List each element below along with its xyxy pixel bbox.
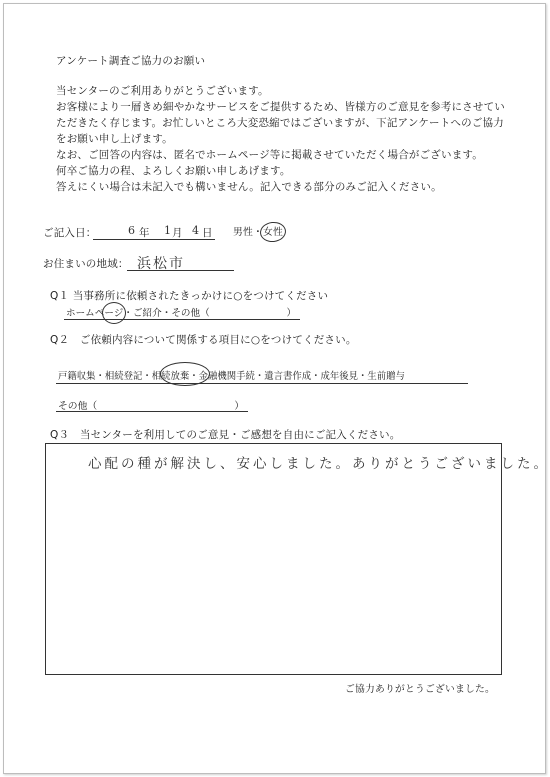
q2-other-underline bbox=[56, 411, 248, 412]
q3-answer-text: 心配の種が解決し、安心しました。ありがとうございました。 bbox=[88, 456, 550, 472]
q1-underline bbox=[64, 319, 300, 320]
q3-answer-box[interactable] bbox=[45, 443, 502, 675]
entry-year-value[interactable]: 6 bbox=[128, 224, 135, 237]
residence-label: お住まいの地域： bbox=[43, 258, 129, 270]
survey-title: アンケート調査ご協力のお願い bbox=[56, 55, 206, 67]
intro-line: なお、ご回答の内容は、匿名でホームページ等に掲載させていただく場合がございます。 bbox=[56, 149, 483, 161]
q1-question: Q１ 当事務所に依頼されたきっかけに○をつけてください bbox=[50, 290, 329, 302]
entry-day-unit: 日 bbox=[202, 227, 213, 239]
q3-question: Q３ 当センターを利用してのご意見・ご感想を自由にご記入ください。 bbox=[50, 429, 401, 441]
intro-line: をお願い申し上げます。 bbox=[56, 133, 173, 145]
intro-line: ただきたく存じます。お忙しいところ大変恐縮ではございますが、下記アンケートへのご協力 bbox=[56, 117, 504, 129]
entry-date-label: ご記入日： bbox=[43, 227, 97, 239]
entry-month-value[interactable]: 1 bbox=[164, 224, 171, 237]
entry-month-unit: 月 bbox=[172, 227, 183, 239]
q2-question: Q２ ご依頼内容について関係する項目に○をつけてください。 bbox=[50, 334, 357, 346]
entry-date-underline bbox=[93, 239, 215, 240]
intro-line: 答えにくい場合は未記入でも構いません。記入できる部分のみご記入ください。 bbox=[56, 181, 442, 193]
q1-circle-mark bbox=[102, 302, 126, 324]
intro-line: お客様により一層きめ細やかなサービスをご提供するため、皆様方のご意見を参考にさせてい bbox=[56, 101, 505, 113]
q2-options[interactable]: 戸籍収集・相続登記・相続放棄・金融機関手続・遺言書作成・成年後見・生前贈与 bbox=[58, 371, 405, 382]
q2-options-underline bbox=[56, 383, 468, 384]
entry-day-value[interactable]: 4 bbox=[192, 224, 199, 237]
residence-value[interactable]: 浜松市 bbox=[137, 256, 185, 272]
footer-thanks: ご協力ありがとうございました。 bbox=[345, 684, 495, 695]
intro-line: 当センターのご利用ありがとうございます。 bbox=[56, 85, 269, 97]
q2-other[interactable]: その他（ ） bbox=[58, 401, 245, 412]
gender-options[interactable]: 男性・女性 bbox=[233, 227, 283, 238]
q1-options[interactable]: ホームページ・ご紹介・その他（ ） bbox=[66, 308, 297, 319]
entry-year-unit: 年 bbox=[139, 227, 150, 239]
intro-line: 何卒ご協力の程、よろしくお願い申しあげます。 bbox=[56, 165, 291, 177]
